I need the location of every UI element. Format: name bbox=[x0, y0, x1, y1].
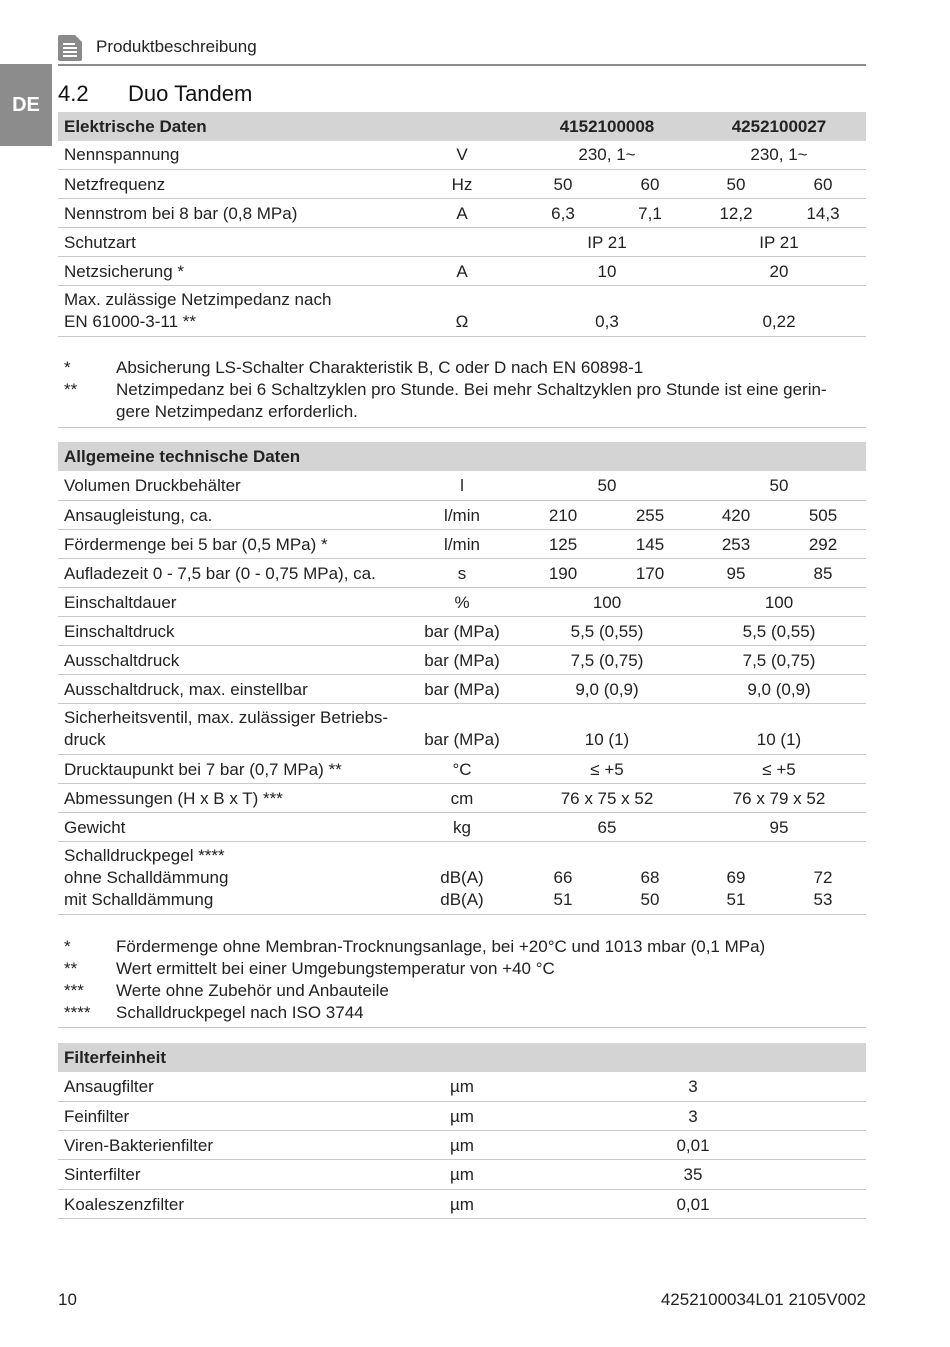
value-cell: 12,2 bbox=[719, 204, 753, 223]
value-model-1: 10 bbox=[597, 262, 617, 281]
electrical-footnotes bbox=[58, 357, 866, 423]
value-model-2: 76 x 79 x 52 bbox=[732, 789, 826, 808]
value-model-1: 10 (1) bbox=[584, 730, 630, 749]
value-model-1: 9,0 (0,9) bbox=[575, 680, 639, 699]
row-label: Drucktaupunkt bei 7 bar (0,7 MPa) ** bbox=[64, 760, 342, 779]
table-row bbox=[58, 1131, 866, 1160]
footnote-mark: **** bbox=[64, 1003, 91, 1022]
row-label: Feinfilter bbox=[64, 1107, 130, 1126]
value-model-1: ≤ +5 bbox=[590, 760, 624, 779]
section-title: Duo Tandem bbox=[128, 81, 253, 106]
value-model-2: 7,5 (0,75) bbox=[742, 651, 816, 670]
model-number: 4152100008 bbox=[559, 117, 655, 136]
value-model-1: IP 21 bbox=[587, 233, 627, 252]
footnote bbox=[58, 357, 866, 379]
row-label: Sinterfilter bbox=[64, 1165, 141, 1184]
row-unit: Ω bbox=[455, 312, 469, 331]
document-icon bbox=[58, 35, 82, 61]
row-unit: s bbox=[457, 564, 467, 583]
table-title: Allgemeine technische Daten bbox=[64, 447, 301, 466]
row-unit: A bbox=[456, 204, 468, 223]
value-model-2: 0,22 bbox=[762, 312, 796, 331]
language-tab: DE bbox=[0, 64, 52, 146]
row-unit: dB(A) bbox=[440, 890, 484, 909]
value-cell: 68 bbox=[640, 868, 660, 887]
value-model-1: 5,5 (0,55) bbox=[570, 622, 644, 641]
table-row bbox=[58, 501, 866, 530]
value-cell: 60 bbox=[640, 175, 660, 194]
table-row bbox=[58, 286, 866, 337]
footnote-text: Absicherung LS-Schalter Charakteristik B, C oder D nach EN 60898-1 bbox=[116, 358, 644, 377]
value-cell: 255 bbox=[635, 506, 665, 525]
table-row bbox=[58, 646, 866, 675]
row-unit: V bbox=[456, 145, 468, 164]
value-model-2: ≤ +5 bbox=[762, 760, 796, 779]
footnote-mark: *** bbox=[64, 981, 84, 1000]
table-title: Elektrische Daten bbox=[64, 117, 207, 136]
value-cell: 253 bbox=[721, 535, 751, 554]
footnote-mark: * bbox=[64, 358, 71, 377]
value-model-2: IP 21 bbox=[759, 233, 799, 252]
row-unit: °C bbox=[452, 760, 472, 779]
table-row bbox=[58, 755, 866, 784]
table-row bbox=[58, 588, 866, 617]
value-model-2: 50 bbox=[769, 476, 789, 495]
model-number: 4252100027 bbox=[731, 117, 827, 136]
row-unit: % bbox=[454, 593, 470, 612]
row-unit: l/min bbox=[444, 535, 480, 554]
section-number: 4.2 bbox=[58, 81, 89, 106]
table-row bbox=[58, 813, 866, 842]
document-id: 4252100034L01 2105V002 bbox=[660, 1290, 866, 1309]
general-footnotes bbox=[58, 936, 866, 1024]
row-unit: µm bbox=[450, 1107, 474, 1126]
row-unit: bar (MPa) bbox=[424, 651, 500, 670]
divider bbox=[58, 427, 866, 428]
value-model-1: 230, 1~ bbox=[578, 145, 636, 164]
value-model-2: 100 bbox=[764, 593, 794, 612]
row-label: Aufladezeit 0 - 7,5 bar (0 - 0,75 MPa), ca. bbox=[64, 564, 376, 583]
value-cell: 125 bbox=[548, 535, 578, 554]
row-label: Nennstrom bei 8 bar (0,8 MPa) bbox=[64, 204, 298, 223]
row-label: Max. zulässige Netzimpedanz nach bbox=[64, 290, 332, 309]
table-row bbox=[58, 704, 866, 755]
value-cell: 53 bbox=[813, 890, 833, 909]
value-model-2: 20 bbox=[769, 262, 789, 281]
table-row bbox=[58, 559, 866, 588]
value-model-2: 95 bbox=[769, 818, 789, 837]
row-label: Ausschaltdruck bbox=[64, 651, 180, 670]
row-label: Sicherheitsventil, max. zulässiger Betriebs- bbox=[64, 708, 389, 727]
row-unit: cm bbox=[450, 789, 474, 808]
divider bbox=[58, 1027, 866, 1028]
table-row bbox=[58, 199, 866, 228]
table-row bbox=[58, 617, 866, 646]
footnote-mark: ** bbox=[64, 380, 78, 399]
table-header-row bbox=[58, 112, 866, 141]
value-cell: 51 bbox=[726, 890, 746, 909]
footnote-text: Fördermenge ohne Membran-Trocknungsanlage, bei +20°C und 1013 mbar (0,1 MPa) bbox=[116, 937, 766, 956]
value-cell: 3 bbox=[688, 1107, 698, 1126]
table-row bbox=[58, 257, 866, 286]
value-model-1: 100 bbox=[592, 593, 622, 612]
row-unit: kg bbox=[453, 818, 471, 837]
row-label: Fördermenge bei 5 bar (0,5 MPa) * bbox=[64, 535, 328, 554]
table-row bbox=[58, 842, 866, 915]
value-model-2: 10 (1) bbox=[756, 730, 802, 749]
footnote-mark: * bbox=[64, 937, 71, 956]
footnote bbox=[58, 936, 866, 958]
row-label: mit Schalldämmung bbox=[64, 890, 214, 909]
table-row bbox=[58, 471, 866, 501]
row-unit: bar (MPa) bbox=[424, 622, 500, 641]
value-cell: 7,1 bbox=[638, 204, 662, 223]
page-number: 10 bbox=[58, 1290, 77, 1309]
row-label: Koaleszenzfilter bbox=[64, 1195, 185, 1214]
footnote-text: gere Netzimpedanz erforderlich. bbox=[116, 402, 358, 421]
row-unit: µm bbox=[450, 1165, 474, 1184]
value-cell: 95 bbox=[726, 564, 746, 583]
row-label: Schalldruckpegel **** bbox=[64, 846, 225, 865]
value-cell: 85 bbox=[813, 564, 833, 583]
row-unit: dB(A) bbox=[440, 868, 484, 887]
value-cell: 210 bbox=[548, 506, 578, 525]
page-header bbox=[58, 34, 866, 66]
row-label: EN 61000-3-11 ** bbox=[64, 312, 196, 331]
value-model-1: 76 x 75 x 52 bbox=[560, 789, 654, 808]
value-model-1: 65 bbox=[597, 818, 617, 837]
row-unit: A bbox=[456, 262, 468, 281]
value-cell: 51 bbox=[553, 890, 573, 909]
value-cell: 60 bbox=[813, 175, 833, 194]
value-cell: 292 bbox=[808, 535, 838, 554]
footnote bbox=[58, 1002, 866, 1024]
table-row bbox=[58, 170, 866, 199]
row-label: Ansaugleistung, ca. bbox=[64, 506, 213, 525]
value-cell: 72 bbox=[813, 868, 833, 887]
value-cell: 0,01 bbox=[676, 1136, 710, 1155]
table-title: Filterfeinheit bbox=[64, 1048, 167, 1067]
table-header-row bbox=[58, 1043, 866, 1072]
table-row bbox=[58, 1072, 866, 1102]
row-label: Ansaugfilter bbox=[64, 1077, 154, 1096]
row-label: Schutzart bbox=[64, 233, 136, 252]
row-label: Viren-Bakterienfilter bbox=[64, 1136, 213, 1155]
value-cell: 0,01 bbox=[676, 1195, 710, 1214]
value-cell: 190 bbox=[548, 564, 578, 583]
value-cell: 6,3 bbox=[551, 204, 575, 223]
value-model-2: 230, 1~ bbox=[750, 145, 808, 164]
value-cell: 145 bbox=[635, 535, 665, 554]
general-data-table bbox=[58, 442, 866, 915]
table-row bbox=[58, 228, 866, 257]
row-label: Volumen Druckbehälter bbox=[64, 476, 241, 495]
footnote bbox=[58, 958, 866, 980]
row-unit: µm bbox=[450, 1136, 474, 1155]
value-model-1: 7,5 (0,75) bbox=[570, 651, 644, 670]
row-label: Netzsicherung * bbox=[64, 262, 185, 281]
table-row bbox=[58, 141, 866, 170]
row-label: Gewicht bbox=[64, 818, 126, 837]
table-row bbox=[58, 675, 866, 704]
row-label: Ausschaltdruck, max. einstellbar bbox=[64, 680, 308, 699]
value-model-2: 9,0 (0,9) bbox=[747, 680, 811, 699]
row-unit: bar (MPa) bbox=[424, 680, 500, 699]
footnote-text: Werte ohne Zubehör und Anbauteile bbox=[116, 981, 389, 1000]
footnote-text: Wert ermittelt bei einer Umgebungstemperatur von +40 °C bbox=[116, 959, 555, 978]
value-cell: 50 bbox=[640, 890, 660, 909]
footnote-text: Schalldruckpegel nach ISO 3744 bbox=[116, 1003, 364, 1022]
value-model-1: 50 bbox=[597, 476, 617, 495]
table-row bbox=[58, 1190, 866, 1219]
table-row bbox=[58, 530, 866, 559]
value-cell: 170 bbox=[635, 564, 665, 583]
table-row bbox=[58, 784, 866, 813]
footnote bbox=[58, 980, 866, 1002]
value-cell: 3 bbox=[688, 1077, 698, 1096]
value-model-2: 5,5 (0,55) bbox=[742, 622, 816, 641]
row-label: Abmessungen (H x B x T) *** bbox=[64, 789, 283, 808]
value-cell: 14,3 bbox=[806, 204, 840, 223]
row-unit: l/min bbox=[444, 506, 480, 525]
value-model-1: 0,3 bbox=[595, 312, 619, 331]
value-cell: 69 bbox=[726, 868, 746, 887]
footnote-mark: ** bbox=[64, 959, 78, 978]
value-cell: 50 bbox=[726, 175, 746, 194]
row-unit: Hz bbox=[451, 175, 473, 194]
filter-table bbox=[58, 1043, 866, 1219]
value-cell: 420 bbox=[721, 506, 751, 525]
row-unit: µm bbox=[450, 1195, 474, 1214]
table-header-row bbox=[58, 442, 866, 471]
row-label: Einschaltdruck bbox=[64, 622, 175, 641]
value-cell: 66 bbox=[553, 868, 573, 887]
row-label: Nennspannung bbox=[64, 145, 180, 164]
value-cell: 50 bbox=[553, 175, 573, 194]
row-unit: bar (MPa) bbox=[424, 730, 500, 749]
footnote-text: Netzimpedanz bei 6 Schaltzyklen pro Stunde. Bei mehr Schaltzyklen pro Stunde ist eine gerin- bbox=[116, 380, 827, 399]
row-unit: µm bbox=[450, 1077, 474, 1096]
footnote bbox=[58, 379, 866, 423]
electrical-data-table bbox=[58, 112, 866, 337]
value-cell: 505 bbox=[808, 506, 838, 525]
row-label: Netzfrequenz bbox=[64, 175, 166, 194]
value-cell: 35 bbox=[683, 1165, 703, 1184]
header-title: Produktbeschreibung bbox=[96, 37, 257, 56]
row-label: druck bbox=[64, 730, 106, 749]
table-row bbox=[58, 1102, 866, 1131]
row-label: ohne Schalldämmung bbox=[64, 868, 229, 887]
row-label: Einschaltdauer bbox=[64, 593, 177, 612]
table-row bbox=[58, 1160, 866, 1190]
row-unit: l bbox=[460, 476, 464, 495]
